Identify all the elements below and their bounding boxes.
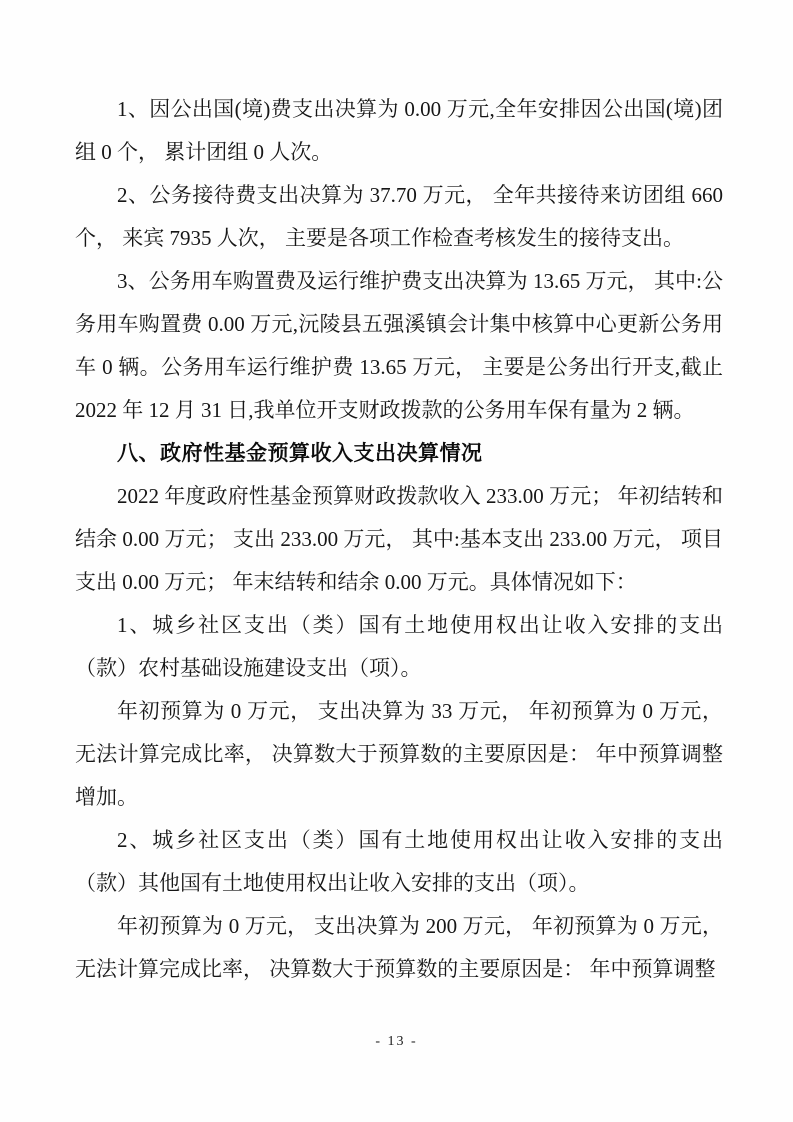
paragraph-fund-budget-summary: 2022 年度政府性基金预算财政拨款收入 233.00 万元； 年初结转和结余 0.00 万元； 支出 233.00 万元， 其中:基本支出 233.00 万元， 项目支出 0.00 万元； 年末结转和结余 0.00 万元。具体情况如下： xyxy=(75,484,723,594)
paragraph-item2-title: 2、城乡社区支出（类）国有土地使用权出让收入安排的支出（款）其他国有土地使用权出让收入安排的支出（项）。 xyxy=(75,828,723,895)
paragraph-item2-detail: 年初预算为 0 万元， 支出决算为 200 万元， 年初预算为 0 万元，无法计算完成比率， 决算数大于预算数的主要原因是： 年中预算调整 xyxy=(75,914,723,981)
paragraph-item1-title: 1、城乡社区支出（类）国有土地使用权出让收入安排的支出（款）农村基础设施建设支出（项）。 xyxy=(75,613,723,680)
document-body xyxy=(75,88,723,991)
paragraph-official-travel: 1、因公出国(境)费支出决算为 0.00 万元,全年安排因公出国(境)团组 0 个， 累计团组 0 人次。 xyxy=(75,97,723,164)
paragraph-official-vehicles: 3、公务用车购置费及运行维护费支出决算为 13.65 万元， 其中:公务用车购置费 0.00 万元,沅陵县五强溪镇会计集中核算中心更新公务用车 0 辆。公务用车运行维护费 13.65 万元， 主要是公务出行开支,截止 2022 年 12 月 31 日,我单位开支财政拨款的公务用车保有量为 2 辆。 xyxy=(75,269,723,422)
page-number: - 13 - xyxy=(375,1034,418,1049)
section-heading-government-fund-budget: 八、政府性基金预算收入支出决算情况 xyxy=(117,442,483,465)
paragraph-official-reception: 2、公务接待费支出决算为 37.70 万元， 全年共接待来访团组 660 个， 来宾 7935 人次， 主要是各项工作检查考核发生的接待支出。 xyxy=(75,183,723,250)
paragraph-item1-detail: 年初预算为 0 万元， 支出决算为 33 万元， 年初预算为 0 万元，无法计算完成比率， 决算数大于预算数的主要原因是： 年中预算调整增加。 xyxy=(75,699,723,809)
